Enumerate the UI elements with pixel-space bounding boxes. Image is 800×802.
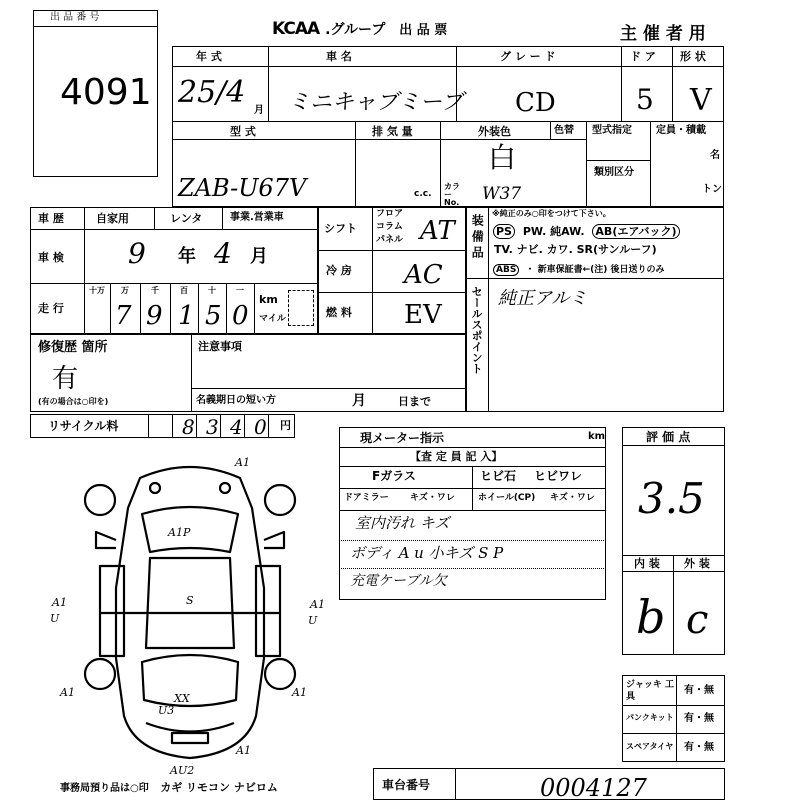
interior-score: b bbox=[636, 590, 666, 644]
car-name-label: 車 名 bbox=[326, 50, 352, 63]
puncture-label: パンクキット bbox=[626, 713, 674, 722]
crack-label: ヒビワレ bbox=[534, 469, 583, 483]
digit-label-10k: 万 bbox=[121, 286, 129, 295]
pw-aw-label: PW. 純AW. bbox=[522, 225, 585, 238]
year-label: 年 式 bbox=[196, 50, 222, 63]
digit-label-100: 百 bbox=[180, 286, 188, 295]
displacement-label: 排 気 量 bbox=[372, 125, 413, 138]
inspection-label: 車 検 bbox=[38, 251, 64, 264]
meter-km-unit: km bbox=[588, 431, 606, 442]
airbag-circle: AB(エアバック) bbox=[592, 224, 679, 239]
exterior-label: 外 装 bbox=[684, 557, 710, 570]
mirror-label: ドアミラー bbox=[344, 493, 389, 503]
damage-mark: A1P bbox=[168, 526, 191, 539]
sale-point-label: セールスポイント bbox=[470, 286, 484, 374]
exterior-score: c bbox=[686, 597, 709, 643]
damage-mark: A1 bbox=[292, 686, 307, 699]
interior-label: 内 装 bbox=[634, 557, 660, 570]
puncture-value: 有・無 bbox=[684, 713, 714, 724]
expiry-day-unit: 日まで bbox=[398, 395, 431, 408]
grade-label: グ レ ー ド bbox=[500, 50, 556, 63]
shift-label: シフト bbox=[324, 222, 357, 235]
equipment-line-2: TV. ナビ. カワ. SR(サンルーフ) bbox=[494, 243, 657, 256]
mileage-digit: 7 bbox=[115, 301, 132, 331]
recycle-label: リサイクル料 bbox=[48, 419, 119, 433]
shift-option-column: コラム bbox=[376, 222, 403, 232]
repair-note: (有の場合は○印を) bbox=[38, 397, 109, 406]
shift-value: AT bbox=[420, 216, 455, 246]
color-no-prefix: カラー No. bbox=[444, 182, 460, 207]
shape-label: 形 状 bbox=[680, 50, 706, 63]
wheel-rear-left bbox=[85, 659, 115, 689]
recycle-digit: 3 bbox=[206, 415, 219, 439]
door-left bbox=[100, 566, 124, 656]
ac-value: AC bbox=[404, 260, 443, 290]
inspection-note: 室内汚れ キズ bbox=[355, 514, 450, 532]
mileage-digit: 1 bbox=[178, 301, 195, 331]
meter-label: 現メーター指示 bbox=[360, 431, 445, 445]
wheel-label: ホイール(CP) bbox=[478, 493, 536, 503]
office-items-label: 事務局預り品は○印 カギ リモコン ナビロム bbox=[60, 781, 278, 794]
year-value: 25/4 bbox=[178, 75, 246, 110]
report-label: 【査 定 員 記 入】 bbox=[410, 450, 503, 463]
damage-mark: A1 bbox=[235, 456, 250, 469]
inspection-note: ボディ A u 小キズ S P bbox=[350, 544, 504, 562]
color-no-value: W37 bbox=[482, 184, 522, 204]
history-business: 事業.営業車 bbox=[230, 212, 284, 223]
damage-mark: U bbox=[308, 614, 318, 627]
car-damage-diagram bbox=[40, 448, 340, 778]
color-change-label: 色替 bbox=[554, 125, 574, 136]
car-rear-window bbox=[142, 655, 238, 706]
mirror-status: キズ・ワレ bbox=[410, 493, 455, 503]
year-month-unit: 月 bbox=[254, 105, 264, 116]
doors-label: ド ア bbox=[630, 50, 656, 63]
shape-value: V bbox=[690, 83, 712, 118]
type-designation-label: 型式指定 bbox=[592, 125, 632, 136]
spare-value: 有・無 bbox=[684, 742, 714, 753]
f-glass-label: Fガラス bbox=[372, 469, 416, 483]
category-label: 類別区分 bbox=[594, 167, 634, 178]
jack-value: 有・無 bbox=[684, 685, 714, 696]
caution-label: 注意事項 bbox=[198, 340, 242, 353]
mileage-digit: 5 bbox=[205, 301, 222, 331]
damage-mark: A1 bbox=[52, 596, 67, 609]
mile-unit: マイル bbox=[259, 314, 286, 324]
model-label: 型 式 bbox=[230, 125, 256, 138]
inspection-note: 充電ケーブル欠 bbox=[350, 573, 447, 589]
damage-mark: U bbox=[50, 612, 60, 625]
history-label: 車 歴 bbox=[38, 212, 64, 225]
damage-mark: XX bbox=[174, 692, 190, 705]
equipment-label: 装備品 bbox=[470, 214, 485, 262]
group-label: .グループ bbox=[325, 22, 386, 38]
office-items: カギ リモコン ナビロム bbox=[160, 781, 278, 794]
repair-label: 修復歴 箇所 bbox=[38, 340, 108, 355]
inspection-year: 9 bbox=[128, 237, 146, 270]
chassis-number: 0004127 bbox=[540, 774, 647, 802]
cc-unit: c.c. bbox=[414, 189, 432, 199]
damage-mark: A1 bbox=[310, 598, 325, 611]
equipment-line-3 bbox=[493, 262, 665, 275]
recycle-digit: 8 bbox=[182, 415, 195, 439]
digit-label-10: 十 bbox=[208, 286, 216, 295]
exterior-color-value: 白 bbox=[488, 141, 517, 174]
chassis-label: 車台番号 bbox=[382, 778, 431, 792]
digit-label-100k: 十万 bbox=[89, 286, 105, 295]
mileage-check-box bbox=[288, 290, 314, 326]
abs-circle: ABS bbox=[493, 264, 519, 276]
person-unit: 名 bbox=[710, 150, 720, 161]
door-right bbox=[256, 566, 280, 656]
ac-label: 冷 房 bbox=[326, 264, 352, 277]
mileage-digit: 9 bbox=[146, 301, 163, 331]
lot-number: 4091 bbox=[60, 72, 152, 113]
expiry-month-unit: 月 bbox=[352, 393, 366, 409]
doors-value: 5 bbox=[636, 83, 654, 116]
km-unit: km bbox=[259, 293, 278, 306]
header-title bbox=[272, 19, 447, 39]
slip-label: 出 品 票 bbox=[399, 23, 448, 38]
equipment-line-1 bbox=[493, 223, 680, 239]
digit-label-1k: 千 bbox=[151, 286, 159, 295]
ton-unit: トン bbox=[702, 184, 722, 195]
mirror-left bbox=[96, 532, 116, 548]
inspection-month-unit: 月 bbox=[250, 246, 268, 267]
wheel-status: キズ・ワレ bbox=[550, 493, 595, 503]
wheel-rear-right bbox=[265, 659, 295, 689]
damage-mark: AU2 bbox=[170, 764, 195, 777]
shift-option-floor: フロア bbox=[376, 209, 404, 219]
ps-circle: PS bbox=[493, 224, 515, 239]
exterior-color-label: 外装色 bbox=[478, 125, 511, 138]
spare-label: スペアタイヤ bbox=[626, 742, 674, 751]
damage-mark: U3 bbox=[158, 704, 175, 717]
mileage-label: 走 行 bbox=[38, 302, 64, 315]
f-glass-status: ヒビ石 bbox=[480, 469, 517, 483]
jack-label: ジャッキ 工具 bbox=[626, 680, 674, 702]
headlight-left bbox=[150, 483, 160, 493]
recycle-yen: 円 bbox=[280, 419, 291, 432]
damage-mark: A1 bbox=[236, 744, 251, 757]
history-private: 自家用 bbox=[96, 212, 129, 225]
shift-option-panel: パネル bbox=[376, 235, 404, 245]
organizer-label: 主 催 者 用 bbox=[620, 24, 706, 44]
lot-number-label: 出 品 番 号 bbox=[50, 12, 100, 23]
score-label: 評 価 点 bbox=[646, 430, 691, 444]
mirror-right bbox=[264, 532, 284, 548]
recycle-digit: 0 bbox=[254, 415, 267, 439]
model-value: ZAB-U67V bbox=[178, 174, 307, 202]
brand-logo: KCAA bbox=[272, 19, 320, 39]
digit-label-1: 一 bbox=[236, 286, 244, 295]
damage-mark: S bbox=[186, 594, 194, 607]
damage-mark: A1 bbox=[60, 686, 75, 699]
headlight-right bbox=[220, 483, 230, 493]
fuel-value: EV bbox=[404, 300, 442, 330]
sale-point-value: 純正アルミ bbox=[498, 288, 588, 309]
grade-value: CD bbox=[515, 88, 556, 118]
inspection-year-unit: 年 bbox=[178, 246, 196, 267]
wheel-front-right bbox=[265, 485, 295, 515]
fuel-label: 燃 料 bbox=[326, 306, 352, 319]
car-name-value: ミニキャブミーブ bbox=[288, 90, 463, 115]
wheel-front-left bbox=[85, 485, 115, 515]
capacity-label: 定員・積載 bbox=[656, 125, 706, 136]
expiry-label: 名義期日の短い方 bbox=[196, 395, 276, 406]
inspection-month: 4 bbox=[214, 237, 232, 270]
equipment-note: ※純正のみ○印をつけて下さい。 bbox=[492, 209, 611, 218]
license-plate bbox=[172, 733, 208, 743]
rear-bumper bbox=[146, 723, 234, 732]
mileage-digit: 0 bbox=[232, 301, 249, 331]
repair-value: 有 bbox=[52, 364, 79, 394]
warranty-label: ・ 新車保証書←(注) 後日送りのみ bbox=[525, 265, 665, 275]
recycle-digit: 4 bbox=[230, 415, 243, 439]
score-value: 3.5 bbox=[638, 474, 705, 523]
history-rental: レンタ bbox=[170, 212, 203, 225]
